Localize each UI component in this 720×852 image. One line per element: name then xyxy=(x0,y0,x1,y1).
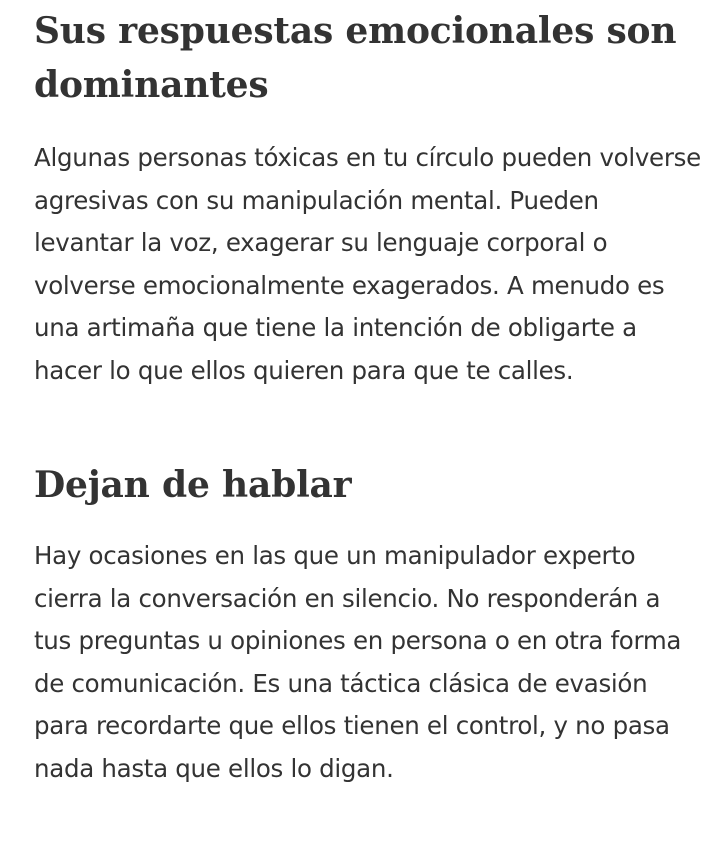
section-paragraph: Algunas personas tóxicas en tu círculo pueden volverse agresivas con su manipulación mental. Pueden levantar la voz, exagerar su lenguaje corporal o volverse emocionalmente exagerados. A menudo es una artimaña que tiene la intención de obligarte a hacer lo que ellos quieren para que te calles. xyxy=(34,143,701,385)
section-title: Dejan de hablar xyxy=(34,464,352,506)
section-title: Sus respuestas emocionales son dominantes xyxy=(34,10,677,106)
section-paragraph: Hay ocasiones en las que un manipulador experto cierra la conversación en silencio. No responderán a tus preguntas u opiniones en persona o en otra forma de comunicación. Es una táctica clásica de evasión para recordarte que ellos tienen el control, y no pasa nada hasta que ellos lo digan. xyxy=(34,541,682,783)
